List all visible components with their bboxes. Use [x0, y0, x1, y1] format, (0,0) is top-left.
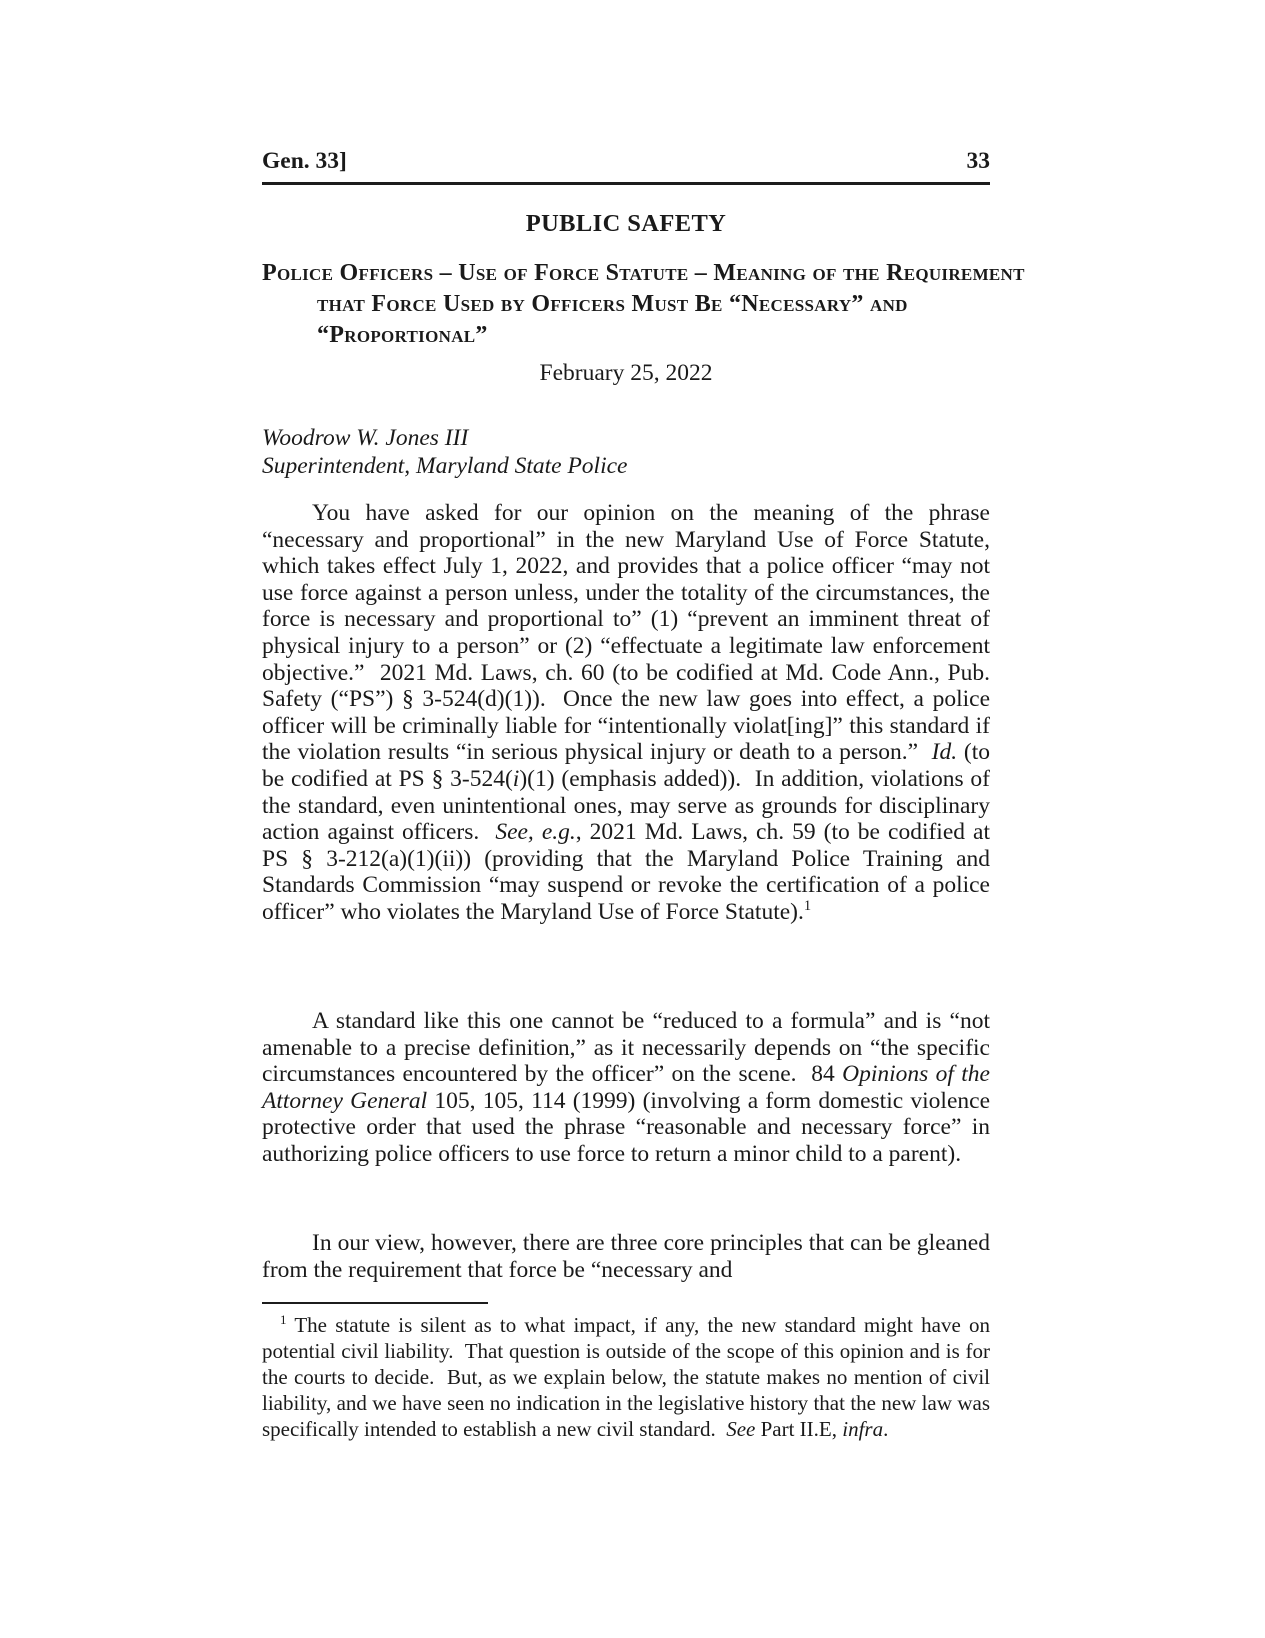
running-head-left: Gen. 33]: [262, 148, 347, 174]
paragraph-1: You have asked for our opinion on the meaning of the phrase “necessary and proportional” in the new Maryland Use of Force Statute, which takes effect July 1, 2022, and provides that a police officer “may not use force against a person unless, under the totality of the circumstances, the force is necessary and proportional to” (1) “prevent an imminent threat of physical injury to a person” or (2) “effectuate a legitimate law enforcement objective.” 2021 Md. Laws, ch. 60 (to be codified at Md. Code Ann., Pub. Safety (“PS”) § 3-524(d)(1)). Once the new law goes into effect, a police officer will be criminally liable for “intentionally violat[ing]” this standard if the violation results “in serious physical injury or death to a person.” Id. (to be codified at PS § 3-524(i)(1) (emphasis added)). In addition, violations of the standard, even unintentional ones, may serve as grounds for disciplinary action against officers. See, e.g., 2021 Md. Laws, ch. 59 (to be codified at PS § 3-212(a)(1)(ii)) (providing that the Maryland Police Training and Standards Commission “may suspend or revoke the certification of a police officer” who violates the Maryland Use of Force Statute).$^1$: [262, 500, 990, 925]
paragraph-3: In our view, however, there are three core principles that can be gleaned from the requirement that force be “necessary and: [262, 1230, 990, 1283]
paragraph-2: A standard like this one cannot be “reduced to a formula” and is “not amenable to a precise definition,” as it necessarily depends on “the specific circumstances encountered by the officer” on the scene. 84 Opinions of the Attorney General 105, 105, 114 (1999) (involving a form domestic violence protective order that used the phrase “reasonable and necessary force” in authorizing police officers to use force to return a minor child to a parent).: [262, 1008, 990, 1167]
footnote-1: $^1$ The statute is silent as to what impact, if any, the new standard might have on potential civil liability. That question is outside of the scope of this opinion and is for the courts to decide. But, as we explain below, the statute makes no mention of civil liability, and we have seen no indication in the legislative history that the new law was specifically intended to establish a new civil standard. See Part II.E, infra.: [262, 1312, 990, 1441]
running-head: [262, 148, 990, 185]
addressee-title: Superintendent, Maryland State Police: [262, 453, 628, 479]
addressee-block: [262, 424, 990, 480]
opinion-date: February 25, 2022: [539, 360, 713, 386]
opinion-title: Police Officers – Use of Force Statute – Meaning of the Requirement that Force Used by Officers Must Be “Necessary” and “Proportional”: [262, 260, 1025, 348]
section-heading: PUBLIC SAFETY: [525, 210, 727, 237]
page-number: 33: [966, 148, 990, 174]
footnote-separator: [262, 1302, 488, 1304]
addressee-name: Woodrow W. Jones III: [262, 425, 469, 451]
